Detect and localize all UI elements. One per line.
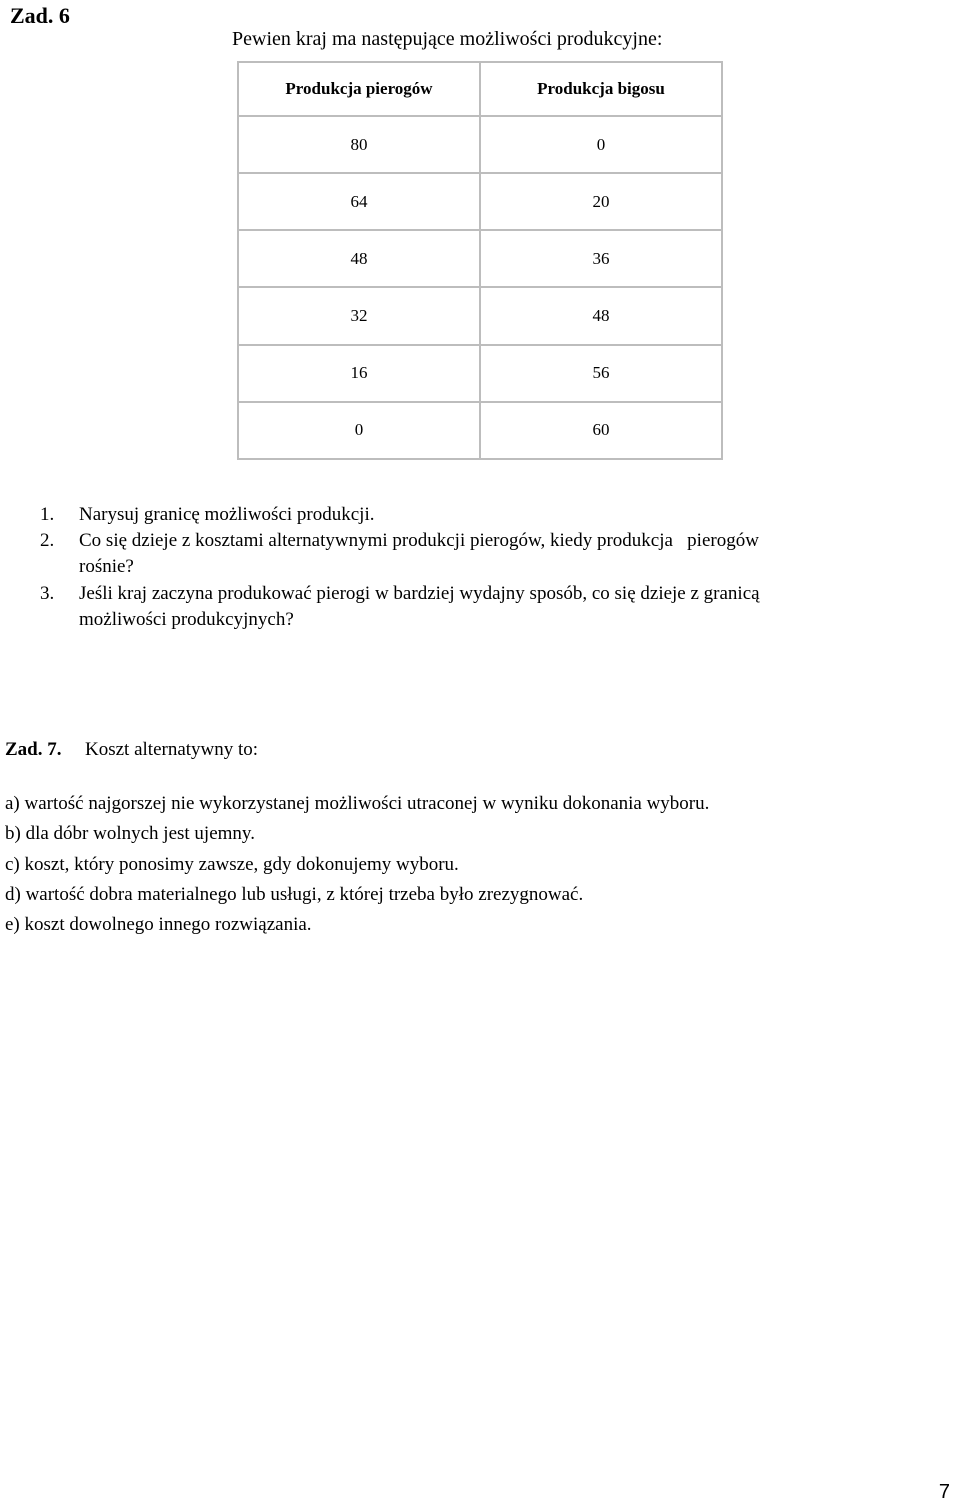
answer-option-a: a) wartość najgorszej nie wykorzystanej możliwości utraconej w wyniku dokonania wyboru.	[5, 793, 710, 814]
exercise-6-intro: Pewien kraj ma następujące możliwości produkcyjne:	[232, 28, 663, 50]
answer-option-e: e) koszt dowolnego innego rozwiązania.	[5, 914, 312, 935]
answer-option-d: d) wartość dobra materialnego lub usługi, z której trzeba było zrezygnować.	[5, 884, 584, 905]
table-row	[238, 345, 722, 402]
table-row	[238, 230, 722, 287]
question-3-number: 3.	[40, 583, 55, 604]
table-row	[238, 116, 722, 173]
page-number: 7	[938, 1481, 950, 1503]
exercise-7-intro: Koszt alternatywny to:	[85, 739, 259, 760]
question-2-text-line-1: Co się dzieje z kosztami alternatywnymi produkcji pierogów, kiedy produkcja pierogów	[79, 530, 759, 551]
table-cell: 0	[238, 402, 480, 459]
table-cell: 32	[238, 287, 480, 344]
table-cell: 80	[238, 116, 480, 173]
table-cell: 60	[480, 402, 722, 459]
question-3-text-line-2: możliwości produkcyjnych?	[79, 609, 294, 630]
question-3-text-line-1: Jeśli kraj zaczyna produkować pierogi w bardziej wydajny sposób, co się dzieje z granicą	[79, 583, 760, 604]
table-cell: 56	[480, 345, 722, 402]
table-cell: 20	[480, 173, 722, 230]
question-2-text-line-2: rośnie?	[79, 556, 134, 577]
column-header-bigos: Produkcja bigosu	[480, 62, 722, 116]
table-row	[238, 173, 722, 230]
table-cell: 16	[238, 345, 480, 402]
exercise-6-title: Zad. 6	[10, 3, 70, 28]
question-1-number: 1.	[40, 504, 55, 525]
production-possibilities-table	[237, 61, 723, 460]
answer-option-b: b) dla dóbr wolnych jest ujemny.	[5, 823, 255, 844]
exercise-7-title: Zad. 7.	[5, 739, 62, 760]
table-header-row	[238, 62, 722, 116]
answer-option-c: c) koszt, który ponosimy zawsze, gdy dokonujemy wyboru.	[5, 854, 459, 875]
table-cell: 0	[480, 116, 722, 173]
column-header-pierogi: Produkcja pierogów	[238, 62, 480, 116]
table-cell: 48	[480, 287, 722, 344]
table-cell: 36	[480, 230, 722, 287]
table-cell: 48	[238, 230, 480, 287]
question-1-text: Narysuj granicę możliwości produkcji.	[79, 504, 375, 525]
question-2-number: 2.	[40, 530, 55, 551]
table-row	[238, 402, 722, 459]
table-row	[238, 287, 722, 344]
table-cell: 64	[238, 173, 480, 230]
